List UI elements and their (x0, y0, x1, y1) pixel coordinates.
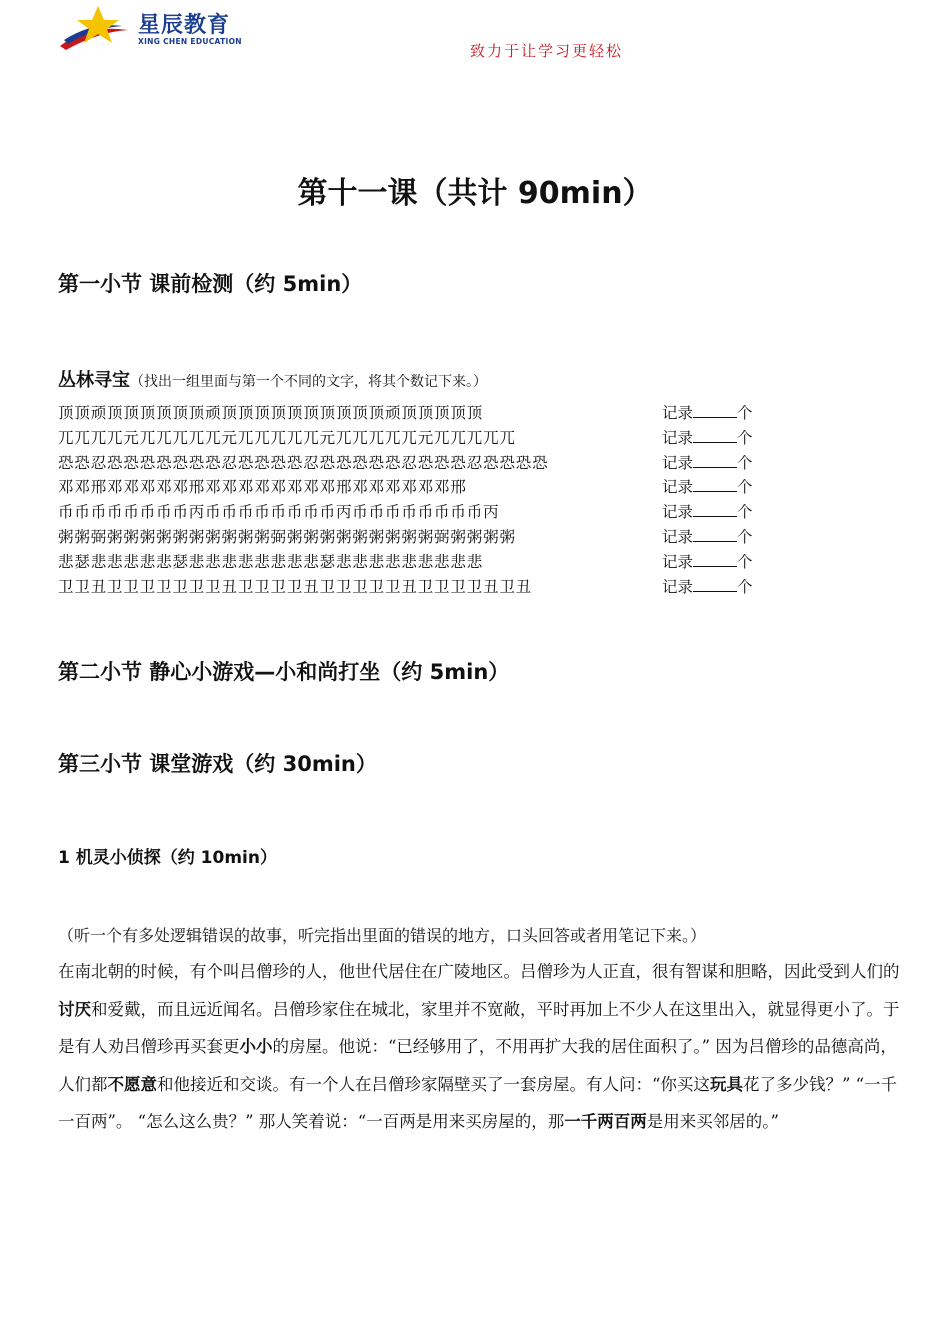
grid-row (58, 526, 778, 551)
record-unit: 个 (737, 478, 753, 497)
record-unit: 个 (737, 527, 753, 546)
record-unit: 个 (737, 453, 753, 472)
story-error-word: 不愿意 (107, 1074, 157, 1094)
row-characters: 悲瑟悲悲悲悲悲瑟悲悲悲悲悲悲悲悲瑟悲悲悲悲悲悲悲悲悲 (58, 552, 484, 571)
story-text: 和爱戴，而且远近闻名。吕僧珍家住在城北，家里并不宽敞，平时再加上不少人在这里出入，就显得更小了。于是有人劝吕僧珍再买套更 (58, 999, 900, 1057)
record-unit: 个 (737, 404, 753, 422)
record-label: 记录 (662, 404, 694, 422)
record-blank[interactable] (693, 502, 737, 517)
character-grid (58, 402, 778, 600)
grid-row (58, 501, 778, 526)
row-characters: 粥粥弼粥粥粥粥粥粥粥粥粥粥弼粥粥粥粥粥粥粥粥粥弼粥粥粥粥 (58, 527, 516, 546)
record-unit: 个 (737, 503, 753, 522)
record-field (662, 551, 753, 573)
record-label: 记录 (662, 453, 694, 472)
record-blank[interactable] (693, 477, 737, 492)
record-unit: 个 (737, 577, 753, 596)
record-blank[interactable] (693, 577, 737, 592)
record-field (662, 402, 753, 424)
story-error-word: 玩具 (709, 1074, 743, 1094)
record-field (662, 526, 753, 548)
story-text: 的房屋。他说：“已经够用了，不用再扩大我的居住面积了。” 因为吕僧珍的品德高尚，人们都 (58, 1037, 897, 1094)
record-field (662, 427, 753, 449)
grid-row (58, 402, 778, 427)
section1-heading: 第一小节 课前检测（约 5min） (58, 272, 363, 296)
grid-row (58, 452, 778, 477)
game1-instruction: （听一个有多处逻辑错误的故事，听完指出里面的错误的地方，口头回答或者用笔记下来。） (58, 926, 707, 945)
record-field (662, 452, 753, 474)
record-label: 记录 (662, 478, 694, 497)
record-label: 记录 (662, 503, 694, 522)
section2-heading: 第二小节 静心小游戏—小和尚打坐（约 5min） (58, 660, 510, 684)
record-field (662, 576, 753, 598)
row-characters: 币币币币币币币币丙币币币币币币币币丙币币币币币币币币丙 (58, 503, 500, 522)
record-unit: 个 (737, 552, 753, 571)
grid-row (58, 427, 778, 452)
star-swoosh-icon (58, 4, 138, 54)
game-name: 丛林寻宝 (58, 370, 130, 391)
page-title: 第十一课（共计 90min） (297, 176, 653, 211)
row-characters: 卫卫丑卫卫卫卫卫卫卫丑卫卫卫卫丑卫卫卫卫卫丑卫卫卫卫丑卫丑 (58, 577, 533, 596)
story-text: 在南北朝的时候，有个叫吕僧珍的人，他世代居住在广陵地区。吕僧珍为人正直，很有智谋和胆略，因此受到人们的 (58, 962, 900, 981)
story-error-word: 一千两百两 (564, 1112, 647, 1132)
game1-heading: 1 机灵小侦探（约 10min） (58, 848, 277, 868)
record-field (662, 476, 753, 498)
brand-subtitle: XING CHEN EDUCATION (138, 37, 242, 46)
record-label: 记录 (662, 577, 694, 596)
story-text: 和他接近和交谈。有一个人在吕僧珍家隔壁买了一套房屋。有人问：“你买这 (157, 1074, 710, 1094)
story-text: 是用来买邻居的。” (646, 1112, 779, 1132)
row-characters: 兀兀兀兀元兀兀兀兀兀元兀兀兀兀兀元兀兀兀兀兀元兀兀兀兀兀 (58, 428, 516, 447)
record-label: 记录 (662, 428, 694, 447)
story-error-word: 讨厌 (58, 999, 91, 1019)
record-blank[interactable] (693, 428, 737, 443)
game-title (58, 366, 487, 392)
row-characters: 邓邓邢邓邓邓邓邓邢邓邓邓邓邓邓邓邓邢邓邓邓邓邓邓邢 (58, 478, 467, 497)
record-blank[interactable] (693, 552, 737, 567)
slogan: 致力于让学习更轻松 (470, 42, 624, 60)
record-field (662, 501, 753, 523)
record-blank[interactable] (693, 403, 737, 418)
record-blank[interactable] (693, 527, 737, 542)
record-label: 记录 (662, 552, 694, 571)
brand-name: 星辰教育 (138, 13, 231, 38)
game-hint: （找出一组里面与第一个不同的文字，将其个数记下来。） (130, 374, 487, 390)
record-blank[interactable] (693, 453, 737, 468)
grid-row (58, 551, 778, 576)
story-text: 花了多少钱？” “一千一百两”。 “怎么这么贵？” 那人笑着说：“一百两是用来买房屋的，那 (58, 1074, 898, 1132)
grid-row (58, 576, 778, 601)
record-unit: 个 (737, 428, 753, 447)
section3-heading: 第三小节 课堂游戏（约 30min） (58, 752, 377, 776)
row-characters: 顶顶顽顶顶顶顶顶顶顽顶顶顶顶顶顶顶顶顶顶顽顶顶顶顶顶 (58, 404, 484, 422)
record-label: 记录 (662, 527, 694, 546)
story-error-word: 小小 (239, 1037, 273, 1057)
story-paragraph (58, 953, 908, 1141)
brand-logo (58, 4, 268, 54)
row-characters: 恐恐忍恐恐恐恐恐恐恐忍恐恐恐恐忍恐恐恐恐恐忍恐恐恐忍恐恐恐恐 (58, 453, 549, 472)
grid-row (58, 476, 778, 501)
